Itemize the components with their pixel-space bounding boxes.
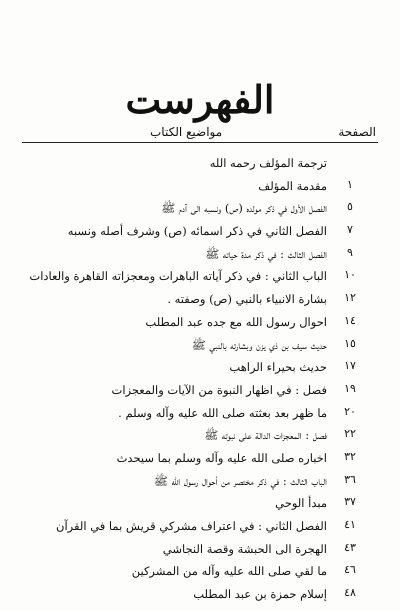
toc-page-number: ٢٠ xyxy=(344,404,356,418)
toc-page-number: ٤٣ xyxy=(344,540,356,554)
toc-entry xyxy=(0,584,400,607)
page-column-header: الصفحة xyxy=(338,125,376,139)
toc-entry-title: ترجمة المؤلف رحمه الله xyxy=(209,156,327,170)
toc-entry-title: الباب الثالث : في ذكر مختصر من أحوال رسول الله ﷺ xyxy=(153,473,327,488)
toc-entry xyxy=(0,244,400,267)
toc-entry xyxy=(0,493,400,516)
toc-entry xyxy=(0,312,400,335)
toc-entry-title: الباب الثاني : في ذكر آياته الباهرات ومعجزاته القاهرة والعادات xyxy=(29,269,327,284)
toc-page-number: ٤١ xyxy=(344,518,356,531)
toc-page-number: ٣٢ xyxy=(344,449,356,463)
toc-entry xyxy=(0,561,400,584)
toc-entry xyxy=(0,153,400,176)
topics-column-header: مواضيع الكتاب xyxy=(150,125,223,139)
toc-entry-title: الفصل الثاني في ذكر اسمائه (ص) وشرف أصله ونسبه xyxy=(67,224,327,239)
toc-entry-title: مبدأ الوحي xyxy=(275,496,327,511)
toc-entry xyxy=(0,448,400,471)
toc-entry xyxy=(0,403,400,426)
toc-page-number: ١ xyxy=(347,177,353,191)
toc-entry-title: الفصل الأول في ذكر مولده (ص) ونسبه الى آدم ﷺ xyxy=(161,201,327,216)
toc-entry-title: الهجرة الى الحبشة وقصة النجاشي xyxy=(162,541,327,556)
toc-entry-title: فصل : في اظهار النبوة من الآيات والمعجزات xyxy=(111,382,327,397)
toc-entry xyxy=(0,289,400,312)
toc-page-number: ١٢ xyxy=(344,291,356,305)
toc-entry xyxy=(0,266,400,289)
toc-entry-title: الفصل الثاني : في اعتراف مشركي قريش بما في القرآن xyxy=(56,519,327,533)
toc-entry xyxy=(0,198,400,221)
toc-entry-title: إسلام حمزة بن عبد المطلب xyxy=(193,587,327,602)
toc-page-number: ٣٦ xyxy=(344,472,356,486)
toc-page-number: ٢٢ xyxy=(344,427,356,441)
toc-entry-title: ما لقي صلى الله عليه وآله من المشركين xyxy=(131,564,327,579)
toc-entry-title: ما ظهر بعد بعثته صلى الله عليه وآله وسلم . xyxy=(118,405,327,420)
toc-entry xyxy=(0,221,400,244)
toc-page-number: ٤٨ xyxy=(344,586,356,600)
toc-entry xyxy=(0,425,400,448)
toc-list xyxy=(0,153,400,607)
toc-entry-title: بشارة الانبياء بالنبي (ص) وصفته . xyxy=(167,292,327,307)
toc-page-number: ١٠ xyxy=(344,268,356,282)
toc-page-number: ٣٧ xyxy=(344,495,356,509)
toc-entry-title: حديث بحيراء الراهب xyxy=(229,360,327,375)
toc-entry xyxy=(0,176,400,199)
toc-entry xyxy=(0,380,400,403)
toc-entry xyxy=(0,471,400,494)
toc-entry-title: مقدمة المؤلف xyxy=(258,178,327,193)
toc-entry-title: احوال رسول الله مع جده عبد المطلب xyxy=(145,314,327,329)
toc-entry xyxy=(0,335,400,358)
toc-page-number: ٧ xyxy=(347,223,353,237)
toc-page-number: ٥ xyxy=(347,200,353,214)
toc-page-number: ١٤ xyxy=(344,313,356,327)
toc-entry-title: الفصل الثالث : في ذكر مدة حياته ﷺ xyxy=(205,246,327,261)
page-title: الفهرست xyxy=(125,77,275,122)
toc-page-number: ١٩ xyxy=(344,381,356,395)
toc-page-number: ١٥ xyxy=(344,336,356,350)
toc-entry-title: حديث سيف بن ذي يزن وبشارته بالنبي ﷺ xyxy=(191,337,327,352)
header-divider xyxy=(22,142,378,143)
toc-page-number: ١٧ xyxy=(344,359,356,373)
toc-page-number: ٤٦ xyxy=(344,563,356,577)
toc-entry xyxy=(0,516,400,539)
toc-page-number: ٩ xyxy=(347,245,353,259)
toc-entry-title: اخباره صلى الله عليه وآله وسلم بما سيحدث xyxy=(116,450,327,465)
toc-entry xyxy=(0,539,400,562)
toc-entry xyxy=(0,357,400,380)
toc-entry-title: فصل : المعجزات الدالة على نبوته ﷺ xyxy=(204,428,327,443)
